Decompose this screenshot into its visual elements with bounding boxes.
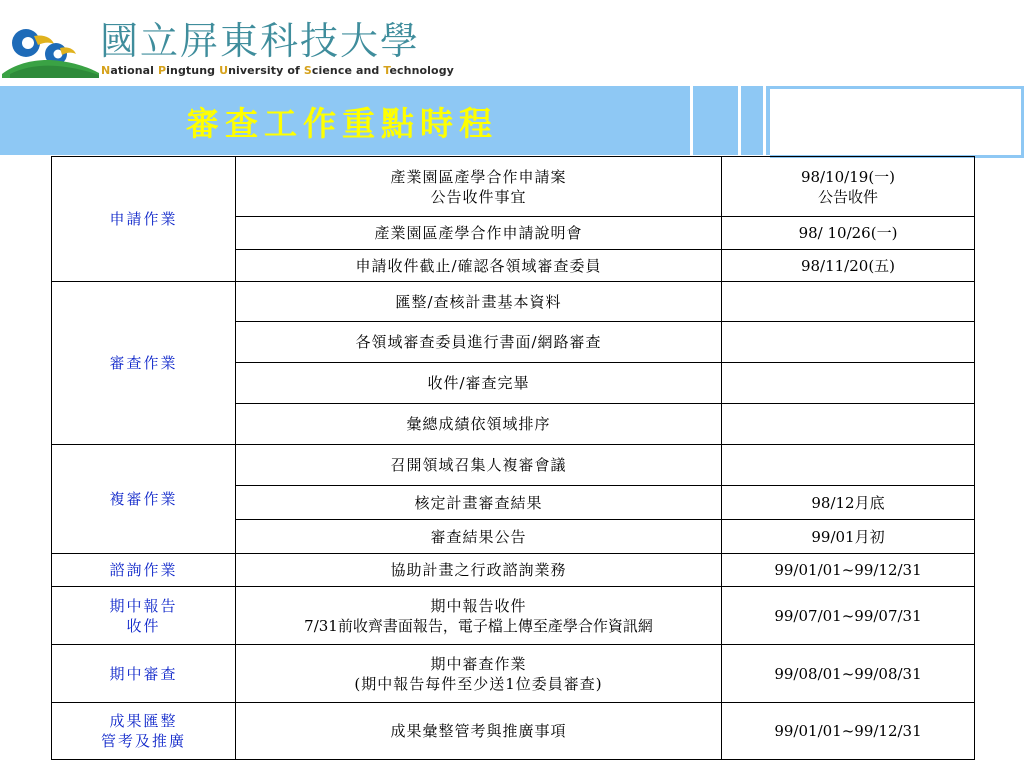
phase-cell: 期中報告 收件 xyxy=(52,587,236,645)
task-cell: 各領域審查委員進行書面/網路審查 xyxy=(236,322,722,363)
review-schedule-table xyxy=(51,156,975,760)
date-cell: 98/11/20(五) xyxy=(722,250,975,282)
task-cell: 期中報告收件 7/31前收齊書面報告，電子檔上傳至產學合作資訊網 xyxy=(236,587,722,645)
task-cell: 協助計畫之行政諮詢業務 xyxy=(236,554,722,587)
date-cell: 99/01/01~99/12/31 xyxy=(722,554,975,587)
date-cell: 99/07/01~99/07/31 xyxy=(722,587,975,645)
phase-cell: 期中審查 xyxy=(52,645,236,703)
table-row xyxy=(52,445,975,486)
date-cell xyxy=(722,445,975,486)
task-cell: 申請收件截止/確認各領域審查委員 xyxy=(236,250,722,282)
task-cell: 期中審查作業 (期中報告每件至少送1位委員審查) xyxy=(236,645,722,703)
task-cell: 彙總成績依領域排序 xyxy=(236,404,722,445)
date-cell: 99/08/01~99/08/31 xyxy=(722,645,975,703)
date-cell: 98/12月底 xyxy=(722,486,975,520)
phase-cell: 審查作業 xyxy=(52,282,236,445)
date-cell xyxy=(722,282,975,322)
task-cell: 核定計畫審查結果 xyxy=(236,486,722,520)
table-row xyxy=(52,157,975,217)
date-cell xyxy=(722,363,975,404)
table-row xyxy=(52,587,975,645)
header-logo xyxy=(0,0,1024,86)
university-logo-icon xyxy=(0,12,100,78)
phase-cell: 申請作業 xyxy=(52,157,236,282)
title-band-frame xyxy=(770,86,1024,158)
task-cell: 匯整/查核計畫基本資料 xyxy=(236,282,722,322)
task-cell: 召開領域召集人複審會議 xyxy=(236,445,722,486)
phase-cell: 諮詢作業 xyxy=(52,554,236,587)
date-cell: 98/ 10/26(一) xyxy=(722,217,975,250)
task-cell: 產業園區產學合作申請說明會 xyxy=(236,217,722,250)
task-cell: 成果彙整管考與推廣事項 xyxy=(236,703,722,760)
task-cell: 收件/審查完畢 xyxy=(236,363,722,404)
table-row xyxy=(52,645,975,703)
table-row xyxy=(52,554,975,587)
date-cell: 98/10/19(一) 公告收件 xyxy=(722,157,975,217)
date-cell xyxy=(722,322,975,363)
date-cell: 99/01月初 xyxy=(722,520,975,554)
table-row xyxy=(52,703,975,760)
university-name-english: National Pingtung University of Science and Technology xyxy=(101,64,454,77)
title-band-decoration xyxy=(741,86,763,155)
table-row xyxy=(52,282,975,322)
university-name-chinese: 國立屏東科技大學 xyxy=(100,19,421,63)
phase-cell: 成果匯整 管考及推廣 xyxy=(52,703,236,760)
task-cell: 產業園區產學合作申請案 公告收件事宜 xyxy=(236,157,722,217)
phase-cell: 複審作業 xyxy=(52,445,236,554)
title-band-decoration xyxy=(693,86,738,155)
date-cell: 99/01/01~99/12/31 xyxy=(722,703,975,760)
slide-title: 審查工作重點時程 xyxy=(186,104,498,143)
task-cell: 審查結果公告 xyxy=(236,520,722,554)
date-cell xyxy=(722,404,975,445)
